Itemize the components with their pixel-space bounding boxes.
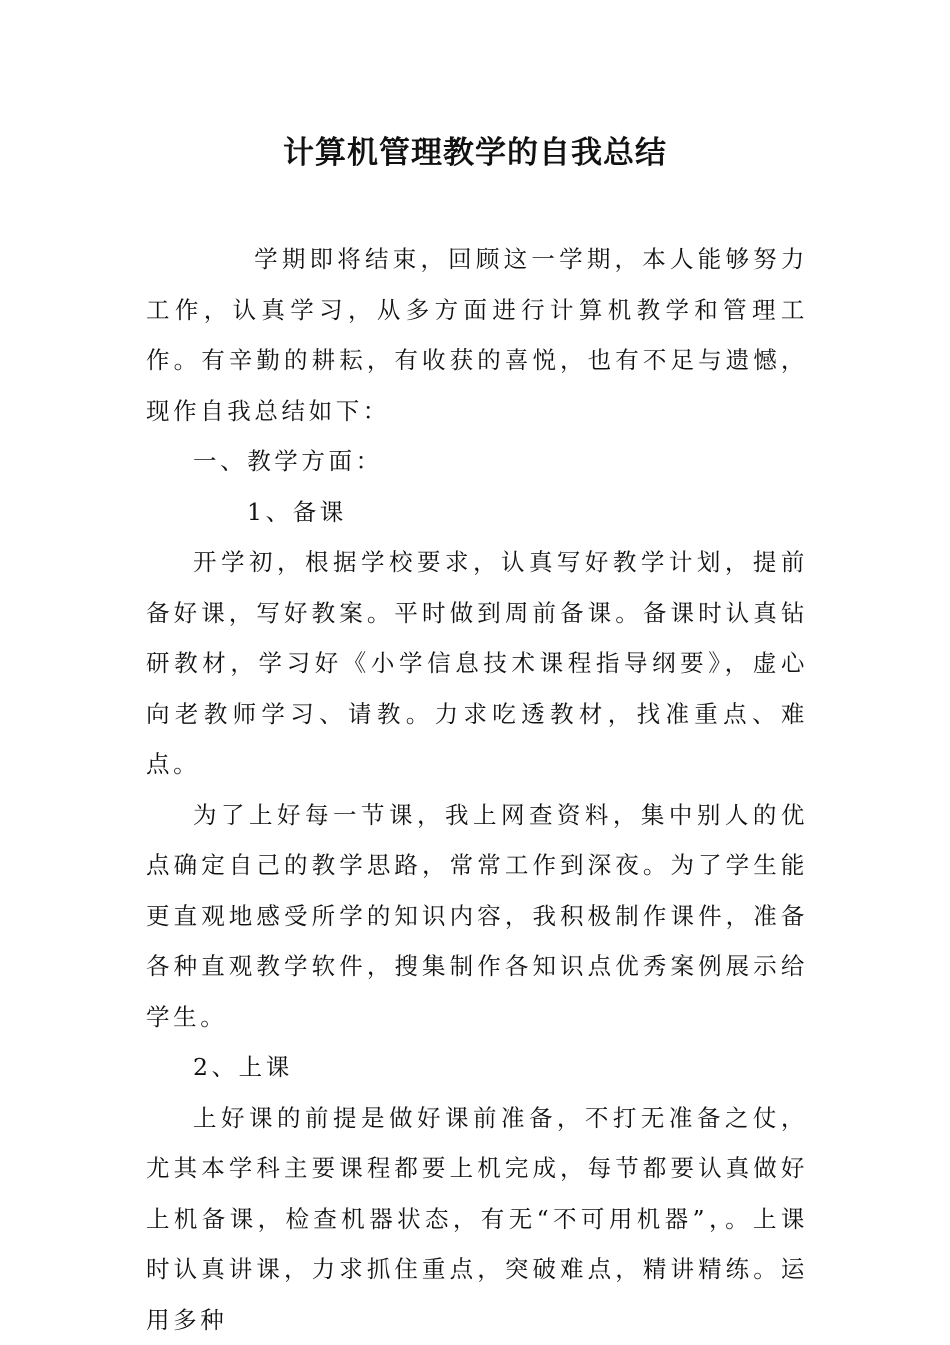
lesson-prep-paragraph-2: 为了上好每一节课，我上网查资料，集中别人的优点确定自己的教学思路，常常工作到深夜。为了学生能更直观地感受所学的知识内容，我积极制作课件，准备各种直观教学软件，搜集制作各知识点优秀案例展示给学生。 bbox=[146, 790, 808, 1043]
class-paragraph-1: 上好课的前提是做好课前准备，不打无准备之仗，尤其本学科主要课程都要上机完成，每节都要认真做好上机备课，检查机器状态，有无“不可用机器”，。上课时认真讲课，力求抓住重点，突破难点，精讲精练。运用多种 bbox=[146, 1093, 808, 1345]
document-body bbox=[146, 234, 808, 1345]
section-heading-teaching: 一、教学方面： bbox=[146, 436, 808, 487]
subsection-heading-lesson-prep: 1、备课 bbox=[146, 487, 808, 538]
document-title: 计算机管理教学的自我总结 bbox=[0, 128, 950, 178]
intro-paragraph: 学期即将结束，回顾这一学期，本人能够努力工作，认真学习，从多方面进行计算机教学和管理工作。有辛勤的耕耘，有收获的喜悦，也有不足与遗憾，现作自我总结如下： bbox=[146, 234, 808, 436]
subsection-heading-class: 2、上课 bbox=[146, 1042, 808, 1093]
lesson-prep-paragraph-1: 开学初，根据学校要求，认真写好教学计划，提前备好课，写好教案。平时做到周前备课。备课时认真钻研教材，学习好《小学信息技术课程指导纲要》，虚心向老教师学习、请教。力求吃透教材，找准重点、难点。 bbox=[146, 537, 808, 790]
